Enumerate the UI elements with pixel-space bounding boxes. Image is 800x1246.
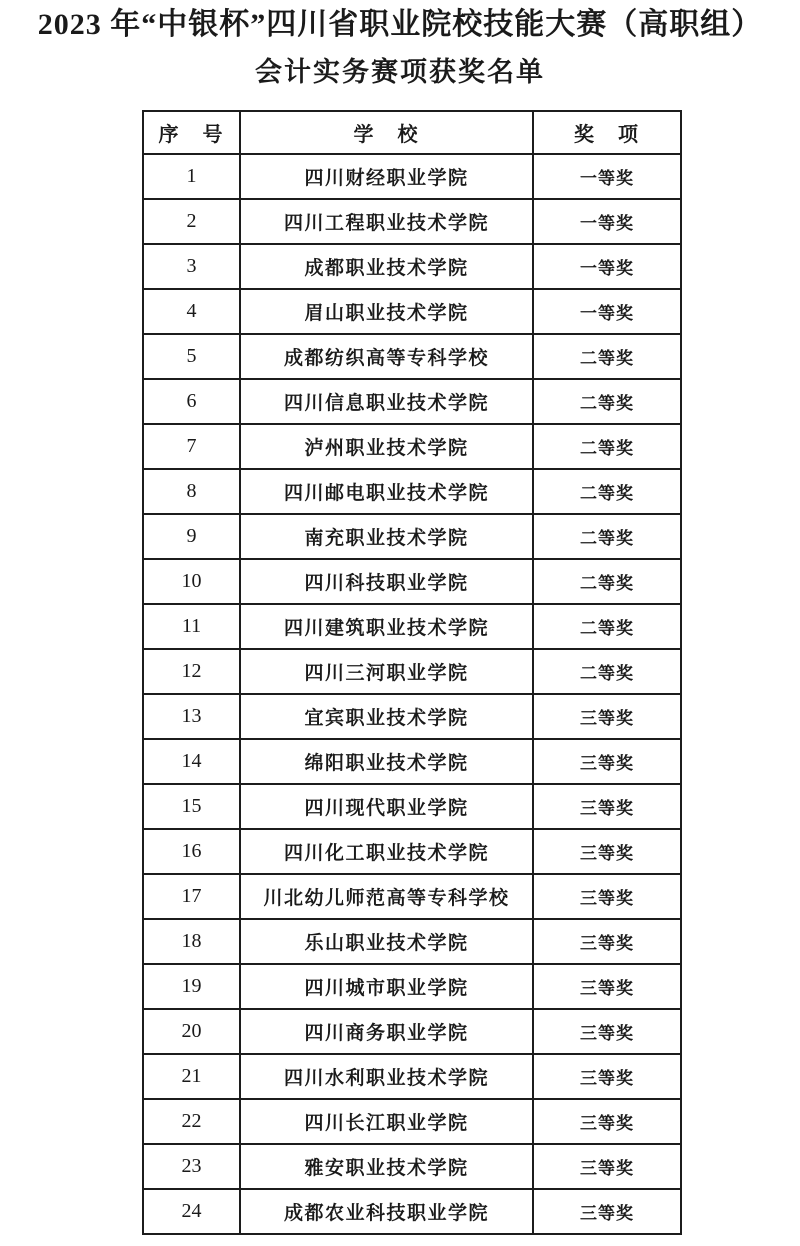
cell-serial-number: 7	[143, 424, 240, 469]
table-row	[143, 469, 681, 514]
cell-award-level: 一等奖	[533, 199, 681, 244]
cell-school-name: 雅安职业技术学院	[240, 1144, 533, 1189]
cell-serial-number: 12	[143, 649, 240, 694]
cell-serial-number: 23	[143, 1144, 240, 1189]
cell-award-level: 三等奖	[533, 919, 681, 964]
cell-school-name: 川北幼儿师范高等专科学校	[240, 874, 533, 919]
cell-serial-number: 2	[143, 199, 240, 244]
cell-award-level: 二等奖	[533, 379, 681, 424]
cell-award-level: 三等奖	[533, 1009, 681, 1054]
cell-school-name: 成都职业技术学院	[240, 244, 533, 289]
table-row	[143, 559, 681, 604]
cell-serial-number: 18	[143, 919, 240, 964]
cell-award-level: 三等奖	[533, 874, 681, 919]
cell-school-name: 成都农业科技职业学院	[240, 1189, 533, 1234]
table-row	[143, 244, 681, 289]
cell-serial-number: 17	[143, 874, 240, 919]
table-row	[143, 1099, 681, 1144]
cell-school-name: 四川工程职业技术学院	[240, 199, 533, 244]
cell-award-level: 二等奖	[533, 334, 681, 379]
cell-award-level: 二等奖	[533, 424, 681, 469]
cell-serial-number: 14	[143, 739, 240, 784]
cell-school-name: 眉山职业技术学院	[240, 289, 533, 334]
cell-award-level: 三等奖	[533, 1144, 681, 1189]
table-row	[143, 604, 681, 649]
cell-school-name: 四川科技职业学院	[240, 559, 533, 604]
cell-award-level: 二等奖	[533, 649, 681, 694]
cell-school-name: 乐山职业技术学院	[240, 919, 533, 964]
cell-school-name: 四川三河职业学院	[240, 649, 533, 694]
table-row	[143, 1054, 681, 1099]
table-row	[143, 1009, 681, 1054]
cell-serial-number: 8	[143, 469, 240, 514]
cell-school-name: 泸州职业技术学院	[240, 424, 533, 469]
cell-serial-number: 10	[143, 559, 240, 604]
cell-award-level: 二等奖	[533, 469, 681, 514]
cell-award-level: 一等奖	[533, 244, 681, 289]
cell-award-level: 一等奖	[533, 289, 681, 334]
cell-award-level: 一等奖	[533, 154, 681, 199]
cell-award-level: 二等奖	[533, 514, 681, 559]
table-row	[143, 784, 681, 829]
cell-serial-number: 15	[143, 784, 240, 829]
table-row	[143, 694, 681, 739]
table-row	[143, 154, 681, 199]
cell-school-name: 四川现代职业学院	[240, 784, 533, 829]
cell-school-name: 成都纺织高等专科学校	[240, 334, 533, 379]
table-row	[143, 829, 681, 874]
table-row	[143, 919, 681, 964]
cell-serial-number: 3	[143, 244, 240, 289]
cell-award-level: 三等奖	[533, 829, 681, 874]
table-row	[143, 379, 681, 424]
cell-award-level: 三等奖	[533, 739, 681, 784]
cell-school-name: 四川城市职业学院	[240, 964, 533, 1009]
table-row	[143, 289, 681, 334]
cell-award-level: 三等奖	[533, 1054, 681, 1099]
cell-award-level: 三等奖	[533, 964, 681, 1009]
header-serial-number: 序 号	[143, 111, 240, 154]
cell-serial-number: 9	[143, 514, 240, 559]
table-row	[143, 739, 681, 784]
table-body	[143, 154, 681, 1234]
cell-school-name: 四川长江职业学院	[240, 1099, 533, 1144]
cell-serial-number: 13	[143, 694, 240, 739]
cell-serial-number: 22	[143, 1099, 240, 1144]
table-row	[143, 1189, 681, 1234]
award-results-table	[142, 110, 682, 1235]
cell-school-name: 四川商务职业学院	[240, 1009, 533, 1054]
cell-school-name: 南充职业技术学院	[240, 514, 533, 559]
table-row	[143, 199, 681, 244]
cell-serial-number: 4	[143, 289, 240, 334]
cell-serial-number: 5	[143, 334, 240, 379]
cell-school-name: 四川建筑职业技术学院	[240, 604, 533, 649]
table-header-row	[143, 111, 681, 154]
cell-serial-number: 20	[143, 1009, 240, 1054]
cell-school-name: 四川化工职业技术学院	[240, 829, 533, 874]
cell-serial-number: 19	[143, 964, 240, 1009]
cell-award-level: 三等奖	[533, 694, 681, 739]
cell-serial-number: 16	[143, 829, 240, 874]
cell-school-name: 四川邮电职业技术学院	[240, 469, 533, 514]
table-row	[143, 1144, 681, 1189]
document-title-line2: 会计实务赛项获奖名单	[255, 56, 545, 87]
table-row	[143, 964, 681, 1009]
cell-serial-number: 11	[143, 604, 240, 649]
cell-award-level: 三等奖	[533, 1189, 681, 1234]
table-row	[143, 334, 681, 379]
header-school: 学 校	[240, 111, 533, 154]
cell-school-name: 宜宾职业技术学院	[240, 694, 533, 739]
cell-school-name: 四川信息职业技术学院	[240, 379, 533, 424]
cell-serial-number: 21	[143, 1054, 240, 1099]
header-award: 奖 项	[533, 111, 681, 154]
cell-school-name: 绵阳职业技术学院	[240, 739, 533, 784]
cell-award-level: 三等奖	[533, 1099, 681, 1144]
document-title-line1: 2023 年“中银杯”四川省职业院校技能大赛（高职组）	[37, 8, 763, 41]
table-row	[143, 874, 681, 919]
cell-serial-number: 24	[143, 1189, 240, 1234]
cell-serial-number: 6	[143, 379, 240, 424]
cell-award-level: 二等奖	[533, 559, 681, 604]
table-row	[143, 514, 681, 559]
cell-award-level: 二等奖	[533, 604, 681, 649]
cell-school-name: 四川财经职业学院	[240, 154, 533, 199]
cell-school-name: 四川水利职业技术学院	[240, 1054, 533, 1099]
table-row	[143, 649, 681, 694]
table-row	[143, 424, 681, 469]
cell-award-level: 三等奖	[533, 784, 681, 829]
cell-serial-number: 1	[143, 154, 240, 199]
